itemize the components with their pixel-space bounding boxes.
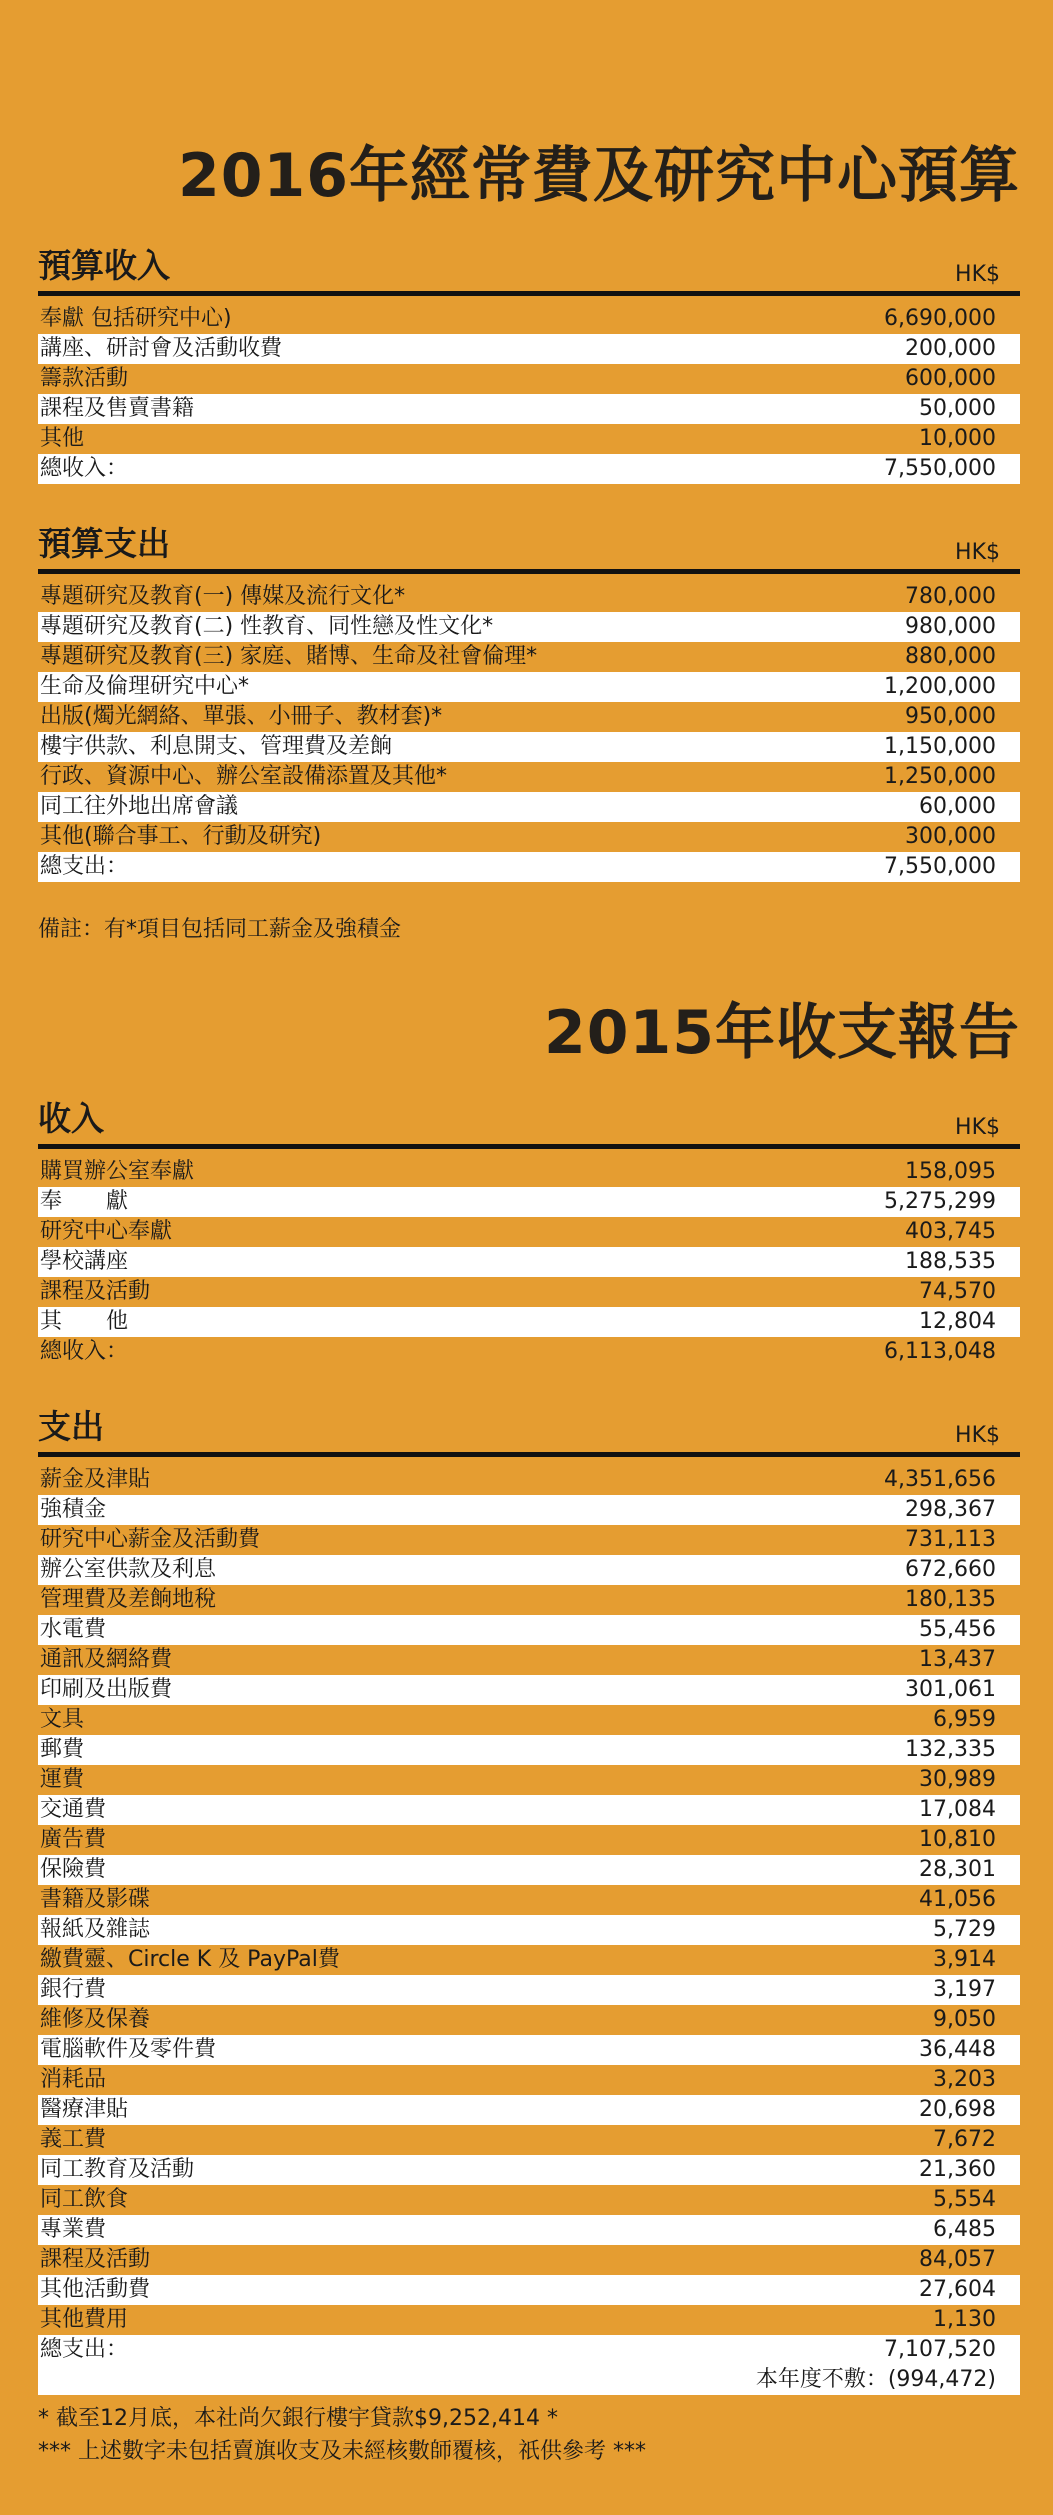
row-label: 消耗品 [40, 2067, 107, 2092]
row-value: 36,448 [919, 2037, 996, 2062]
row-label: 專題研究及教育(一) 傳媒及流行文化* [40, 584, 406, 609]
row-label: 奉 獻 [40, 1189, 129, 1214]
row-label: 電腦軟件及零件費 [40, 2037, 217, 2062]
deficit-row [38, 2365, 1020, 2395]
row-label: 研究中心奉獻 [40, 1219, 173, 1244]
table-row [38, 1585, 1020, 1615]
row-label: 課程及活動 [40, 1279, 151, 1304]
table-row [38, 364, 1020, 394]
row-value: 1,250,000 [884, 764, 996, 789]
row-value: 132,335 [905, 1737, 996, 1762]
table-row [38, 2065, 1020, 2095]
row-value: 188,535 [905, 1249, 996, 1274]
row-label: 同工往外地出席會議 [40, 794, 239, 819]
row-value: 7,550,000 [884, 854, 996, 879]
table-row [38, 424, 1020, 454]
table-row [38, 1525, 1020, 1555]
table-row [38, 2305, 1020, 2335]
report-expense-header [38, 1401, 1020, 1457]
row-label: 保險費 [40, 1857, 107, 1882]
table-row [38, 1735, 1020, 1765]
table-row [38, 304, 1020, 334]
row-value: 298,367 [905, 1497, 996, 1522]
row-label: 其他活動費 [40, 2277, 151, 2302]
table-row [38, 702, 1020, 732]
report-income-header [38, 1093, 1020, 1149]
table-row [38, 1465, 1020, 1495]
row-value: 5,554 [933, 2187, 996, 2212]
budget-income-table [38, 304, 1020, 484]
table-row [38, 1555, 1020, 1585]
row-value: 731,113 [905, 1527, 996, 1552]
row-value: 7,107,520 [884, 2337, 996, 2362]
row-label: 義工費 [40, 2127, 107, 2152]
row-label: 同工飲食 [40, 2187, 129, 2212]
row-label: 學校講座 [40, 1249, 129, 1274]
report-expense-title: 支出 [38, 1407, 104, 1446]
row-value: 600,000 [905, 366, 996, 391]
row-value: 1,150,000 [884, 734, 996, 759]
row-label: 書籍及影碟 [40, 1887, 151, 1912]
row-label: 出版(燭光網絡、單張、小冊子、教材套)* [40, 704, 443, 729]
row-value: 20,698 [919, 2097, 996, 2122]
row-label: 籌款活動 [40, 366, 129, 391]
row-label: 銀行費 [40, 1977, 107, 2002]
row-label: 總支出： [40, 2337, 129, 2362]
deficit-value: 本年度不敷：(994,472) [755, 2367, 996, 2392]
row-value: 6,485 [933, 2217, 996, 2242]
row-value: 5,275,299 [884, 1189, 996, 1214]
table-row [38, 822, 1020, 852]
row-value: 50,000 [919, 396, 996, 421]
row-label: 交通費 [40, 1797, 107, 1822]
row-value: 60,000 [919, 794, 996, 819]
row-label: 其他 [40, 426, 85, 451]
row-value: 3,197 [933, 1977, 996, 2002]
table-row [38, 1915, 1020, 1945]
table-row [38, 2035, 1020, 2065]
table-row [38, 642, 1020, 672]
table-row [38, 612, 1020, 642]
row-value: 27,604 [919, 2277, 996, 2302]
table-row [38, 1675, 1020, 1705]
row-value: 10,810 [919, 1827, 996, 1852]
row-value: 7,550,000 [884, 456, 996, 481]
row-value: 158,095 [905, 1159, 996, 1184]
budget-income-section [38, 240, 1020, 484]
table-row [38, 334, 1020, 364]
row-label: 樓宇供款、利息開支、管理費及差餉 [40, 734, 393, 759]
row-value: 1,130 [933, 2307, 996, 2332]
row-label: 通訊及網絡費 [40, 1647, 173, 1672]
row-label: 課程及售賣書籍 [40, 396, 195, 421]
row-value: 7,672 [933, 2127, 996, 2152]
row-value: 55,456 [919, 1617, 996, 1642]
row-value: 300,000 [905, 824, 996, 849]
row-value: 6,959 [933, 1707, 996, 1732]
report-income-table [38, 1157, 1020, 1367]
report-income-unit: HK$ [955, 1115, 1000, 1140]
budget-remark: 備註：有*項目包括同工薪金及強積金 [38, 917, 402, 942]
row-label: 生命及倫理研究中心* [40, 674, 250, 699]
table-row [38, 2245, 1020, 2275]
row-value: 301,061 [905, 1677, 996, 1702]
row-label: 運費 [40, 1767, 85, 1792]
table-row [38, 2215, 1020, 2245]
row-label: 文具 [40, 1707, 85, 1732]
row-value: 13,437 [919, 1647, 996, 1672]
table-row [38, 1945, 1020, 1975]
row-value: 5,729 [933, 1917, 996, 1942]
table-row [38, 1187, 1020, 1217]
table-row [38, 1825, 1020, 1855]
table-row [38, 1615, 1020, 1645]
row-label: 管理費及差餉地稅 [40, 1587, 217, 1612]
table-row [38, 1795, 1020, 1825]
table-row [38, 1645, 1020, 1675]
table-row [38, 2185, 1020, 2215]
row-label: 廣告費 [40, 1827, 107, 1852]
table-row [38, 1495, 1020, 1525]
row-label: 印刷及出版費 [40, 1677, 173, 1702]
report-expense-unit: HK$ [955, 1423, 1000, 1448]
budget-title: 2016年經常費及研究中心預算 [178, 141, 1020, 211]
row-label: 其他費用 [40, 2307, 129, 2332]
report-income-title: 收入 [38, 1099, 104, 1138]
table-row [38, 394, 1020, 424]
row-value: 12,804 [919, 1309, 996, 1334]
row-label: 總收入： [40, 1339, 129, 1364]
table-row [38, 1705, 1020, 1735]
row-value: 3,914 [933, 1947, 996, 1972]
row-value: 880,000 [905, 644, 996, 669]
table-row [38, 2155, 1020, 2185]
row-value: 84,057 [919, 2247, 996, 2272]
table-row [38, 1765, 1020, 1795]
row-value: 980,000 [905, 614, 996, 639]
row-value: 6,113,048 [884, 1339, 996, 1364]
row-label: 總支出： [40, 854, 129, 879]
row-label: 奉獻 包括研究中心) [40, 306, 232, 331]
row-label: 總收入： [40, 456, 129, 481]
disclaimer-note: *** 上述數字未包括賣旗收支及未經核數師覆核，祇供參考 *** [38, 2439, 646, 2464]
report-expense-section [38, 1401, 1020, 2365]
row-label: 郵費 [40, 1737, 85, 1762]
table-row [38, 2005, 1020, 2035]
report-title: 2015年收支報告 [544, 998, 1020, 1068]
row-label: 報紙及雜誌 [40, 1917, 151, 1942]
budget-expense-title: 預算支出 [38, 524, 170, 563]
row-label: 水電費 [40, 1617, 107, 1642]
budget-expense-header [38, 518, 1020, 574]
row-label: 專業費 [40, 2217, 107, 2242]
row-label: 其他(聯合事工、行動及研究) [40, 824, 322, 849]
row-label: 強積金 [40, 1497, 107, 1522]
table-row [38, 1157, 1020, 1187]
table-row [38, 852, 1020, 882]
row-label: 購買辦公室奉獻 [40, 1159, 195, 1184]
row-label: 專題研究及教育(二) 性教育、同性戀及性文化* [40, 614, 494, 639]
table-row [38, 1217, 1020, 1247]
row-value: 10,000 [919, 426, 996, 451]
table-row [38, 762, 1020, 792]
row-value: 200,000 [905, 336, 996, 361]
table-row [38, 1855, 1020, 1885]
row-label: 同工教育及活動 [40, 2157, 195, 2182]
table-row [38, 2125, 1020, 2155]
row-value: 6,690,000 [884, 306, 996, 331]
row-value: 403,745 [905, 1219, 996, 1244]
budget-income-unit: HK$ [955, 262, 1000, 287]
row-value: 28,301 [919, 1857, 996, 1882]
row-label: 講座、研討會及活動收費 [40, 336, 283, 361]
row-label: 課程及活動 [40, 2247, 151, 2272]
row-label: 行政、資源中心、辦公室設備添置及其他* [40, 764, 448, 789]
row-label: 薪金及津貼 [40, 1467, 151, 1492]
row-value: 4,351,656 [884, 1467, 996, 1492]
table-row [38, 582, 1020, 612]
row-label: 其 他 [40, 1309, 129, 1334]
row-label: 繳費靈、Circle K 及 PayPal費 [40, 1947, 340, 1972]
row-value: 41,056 [919, 1887, 996, 1912]
table-row [38, 672, 1020, 702]
budget-income-header [38, 240, 1020, 296]
report-income-section [38, 1093, 1020, 1367]
row-value: 672,660 [905, 1557, 996, 1582]
row-label: 研究中心薪金及活動費 [40, 1527, 261, 1552]
table-row [38, 1277, 1020, 1307]
row-value: 21,360 [919, 2157, 996, 2182]
row-value: 17,084 [919, 1797, 996, 1822]
table-row [38, 732, 1020, 762]
table-row [38, 792, 1020, 822]
row-value: 9,050 [933, 2007, 996, 2032]
row-label: 辦公室供款及利息 [40, 1557, 217, 1582]
budget-expense-table [38, 582, 1020, 882]
budget-expense-unit: HK$ [955, 540, 1000, 565]
row-label: 醫療津貼 [40, 2097, 129, 2122]
row-value: 3,203 [933, 2067, 996, 2092]
row-value: 950,000 [905, 704, 996, 729]
table-row [38, 2095, 1020, 2125]
table-row [38, 2335, 1020, 2365]
row-label: 專題研究及教育(三) 家庭、賭博、生命及社會倫理* [40, 644, 538, 669]
table-row [38, 2275, 1020, 2305]
report-expense-table [38, 1465, 1020, 2365]
table-row [38, 454, 1020, 484]
table-row [38, 1307, 1020, 1337]
row-label: 維修及保養 [40, 2007, 151, 2032]
table-row [38, 1885, 1020, 1915]
row-value: 30,989 [919, 1767, 996, 1792]
row-value: 74,570 [919, 1279, 996, 1304]
row-value: 780,000 [905, 584, 996, 609]
budget-expense-section [38, 518, 1020, 882]
budget-income-title: 預算收入 [38, 246, 170, 285]
table-row [38, 1247, 1020, 1277]
row-value: 1,200,000 [884, 674, 996, 699]
table-row [38, 1975, 1020, 2005]
row-value: 180,135 [905, 1587, 996, 1612]
table-row [38, 1337, 1020, 1367]
loan-note: * 截至12月底，本社尚欠銀行樓宇貸款$9,252,414 * [38, 2406, 558, 2431]
